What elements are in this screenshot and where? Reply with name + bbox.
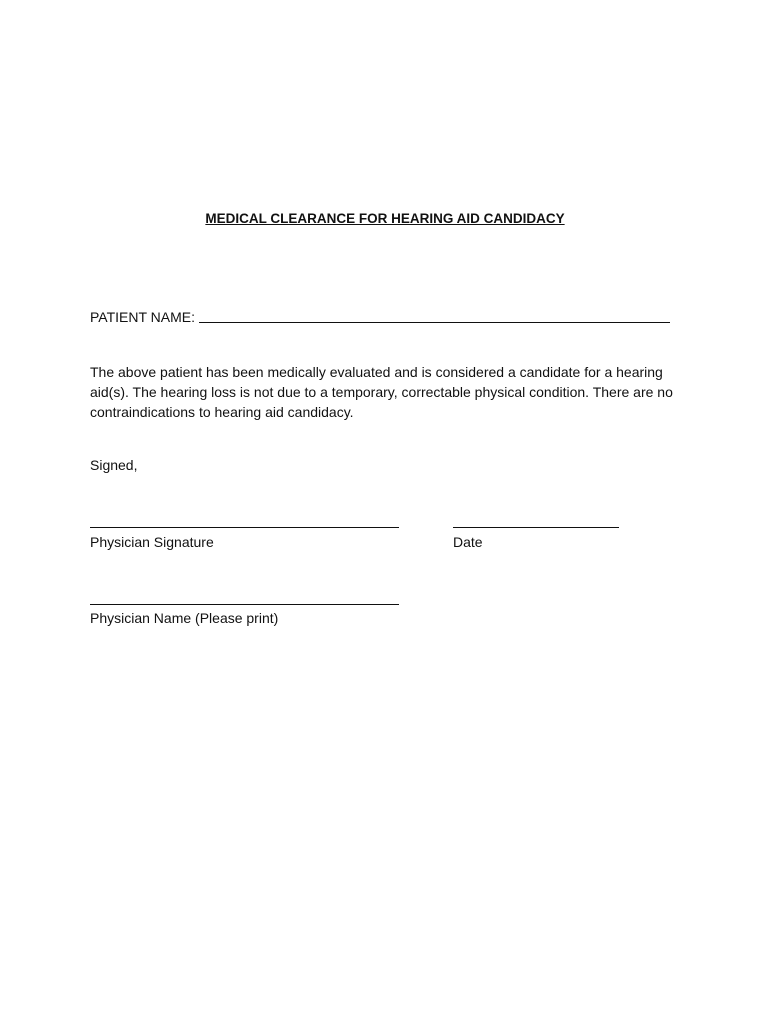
patient-name-field-line[interactable]: [199, 321, 670, 323]
signed-label: Signed,: [90, 457, 138, 473]
physician-signature-line[interactable]: [90, 527, 399, 528]
patient-name-row: [90, 306, 670, 326]
physician-name-label: Physician Name (Please print): [90, 610, 279, 626]
date-label: Date: [453, 534, 483, 550]
physician-name-line[interactable]: [90, 604, 399, 605]
date-line[interactable]: [453, 527, 619, 528]
document-title: MEDICAL CLEARANCE FOR HEARING AID CANDIDACY: [205, 211, 565, 226]
physician-signature-label: Physician Signature: [90, 534, 214, 550]
clearance-statement: The above patient has been medically evaluated and is considered a candidate for a hearing aid(s). The hearing loss is not due to a temporary, correctable physical condition. There are no contraindications to hearing aid candidacy.: [90, 364, 673, 420]
patient-name-label: PATIENT NAME:: [90, 309, 196, 325]
